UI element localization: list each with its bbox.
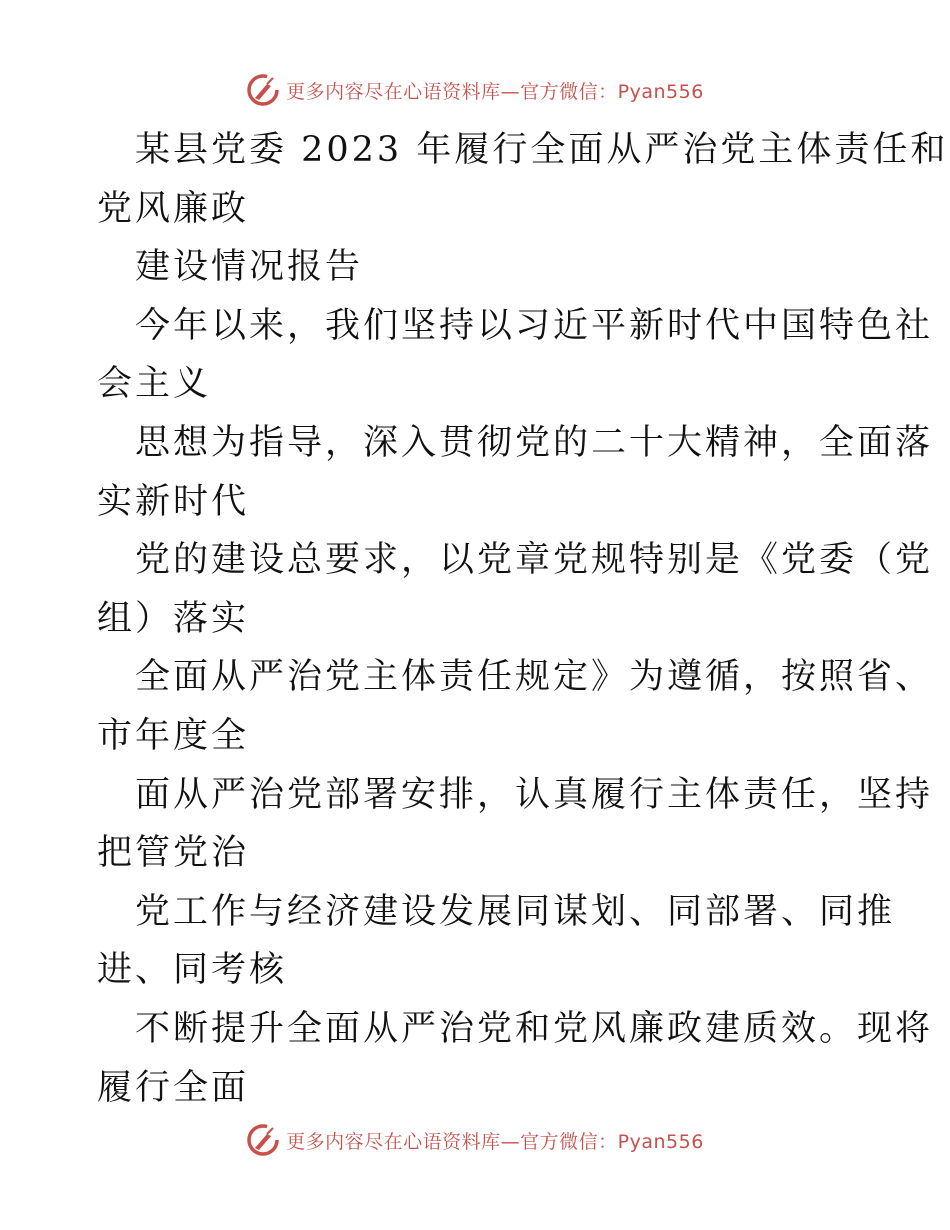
- header-banner-content: [246, 73, 704, 107]
- red-swirl-quill-logo-icon: [246, 1123, 280, 1157]
- footer-banner: [0, 1120, 950, 1160]
- paragraph-line: 面从严治党部署安排，认真履行主体责任，坚持: [135, 774, 934, 815]
- paragraph-line: 会主义: [97, 364, 212, 405]
- title-line-3: 建设情况报告: [135, 247, 364, 288]
- footer-banner-content: [246, 1123, 704, 1157]
- paragraph-line: 党的建设总要求，以党章党规特别是《党委（党: [135, 540, 934, 581]
- paragraph-line: 今年以来，我们坚持以习近平新时代中国特色社: [135, 305, 934, 346]
- paragraph-line: 思想为指导，深入贯彻党的二十大精神，全面落: [135, 422, 934, 463]
- footer-banner-text: 更多内容尽在心语资料库—官方微信：Pyan556: [286, 1130, 704, 1153]
- paragraph-line: 实新时代: [97, 481, 250, 522]
- paragraph-line: 不断提升全面从严治党和党风廉政建质效。现将: [135, 1008, 934, 1049]
- header-banner: [0, 70, 950, 110]
- paragraph-line: 全面从严治党主体责任规定》为遵循，按照省、: [135, 657, 934, 698]
- red-swirl-quill-logo-icon: [246, 73, 280, 107]
- paragraph-line: 进、同考核: [97, 950, 288, 991]
- document-body: [97, 121, 949, 1117]
- paragraph-line: 组）落实: [97, 598, 250, 639]
- paragraph-line: 把管党治: [97, 833, 250, 874]
- paragraph-line: 党工作与经济建设发展同谋划、同部署、同推: [135, 891, 896, 932]
- paragraph-line: 市年度全: [97, 715, 250, 756]
- title-line-2: 党风廉政: [97, 188, 250, 229]
- title-line-1: 某县党委 2023 年履行全面从严治党主体责任和: [135, 130, 949, 170]
- header-banner-text: 更多内容尽在心语资料库—官方微信：Pyan556: [286, 80, 704, 103]
- paragraph-line: 履行全面: [97, 1067, 250, 1108]
